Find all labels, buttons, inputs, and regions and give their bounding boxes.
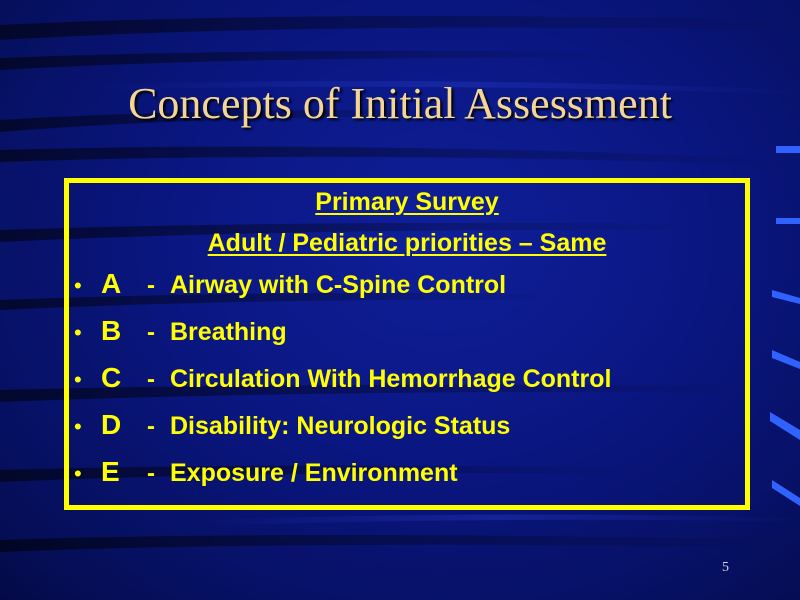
list-item-text: Breathing bbox=[170, 318, 287, 346]
list-item-letter: E bbox=[101, 456, 120, 487]
priorities-subheading: Adult / Pediatric priorities – Same bbox=[207, 229, 607, 257]
list-item-text: Disability: Neurologic Status bbox=[170, 412, 511, 440]
page-number: 5 bbox=[722, 560, 729, 575]
bullet-icon: • bbox=[74, 414, 82, 439]
list-item-letter: D bbox=[101, 409, 122, 440]
list-item-dash: - bbox=[147, 319, 155, 346]
list-item-b bbox=[69, 315, 745, 365]
list-item-letter: A bbox=[101, 268, 122, 299]
list-item-letter: B bbox=[101, 315, 122, 346]
bullet-icon: • bbox=[74, 367, 82, 392]
primary-survey-heading: Primary Survey bbox=[315, 188, 499, 216]
primary-survey-box bbox=[64, 178, 750, 510]
list-item-e bbox=[69, 456, 745, 506]
bullet-icon: • bbox=[74, 320, 82, 345]
list-item-dash: - bbox=[147, 413, 155, 440]
abcde-list bbox=[69, 268, 745, 506]
list-item-c bbox=[69, 362, 745, 412]
list-item-dash: - bbox=[147, 366, 155, 393]
list-item-text: Exposure / Environment bbox=[170, 459, 458, 487]
list-item-dash: - bbox=[147, 272, 155, 299]
slide-title: Concepts of Initial Assessment bbox=[128, 79, 672, 128]
list-item-dash: - bbox=[147, 460, 155, 487]
list-item-a bbox=[69, 268, 745, 318]
list-item-letter: C bbox=[101, 362, 122, 393]
bullet-icon: • bbox=[74, 273, 82, 298]
list-item-d bbox=[69, 409, 745, 459]
bullet-icon: • bbox=[74, 461, 82, 486]
list-item-text: Airway with C-Spine Control bbox=[170, 271, 507, 299]
list-item-text: Circulation With Hemorrhage Control bbox=[170, 365, 612, 393]
